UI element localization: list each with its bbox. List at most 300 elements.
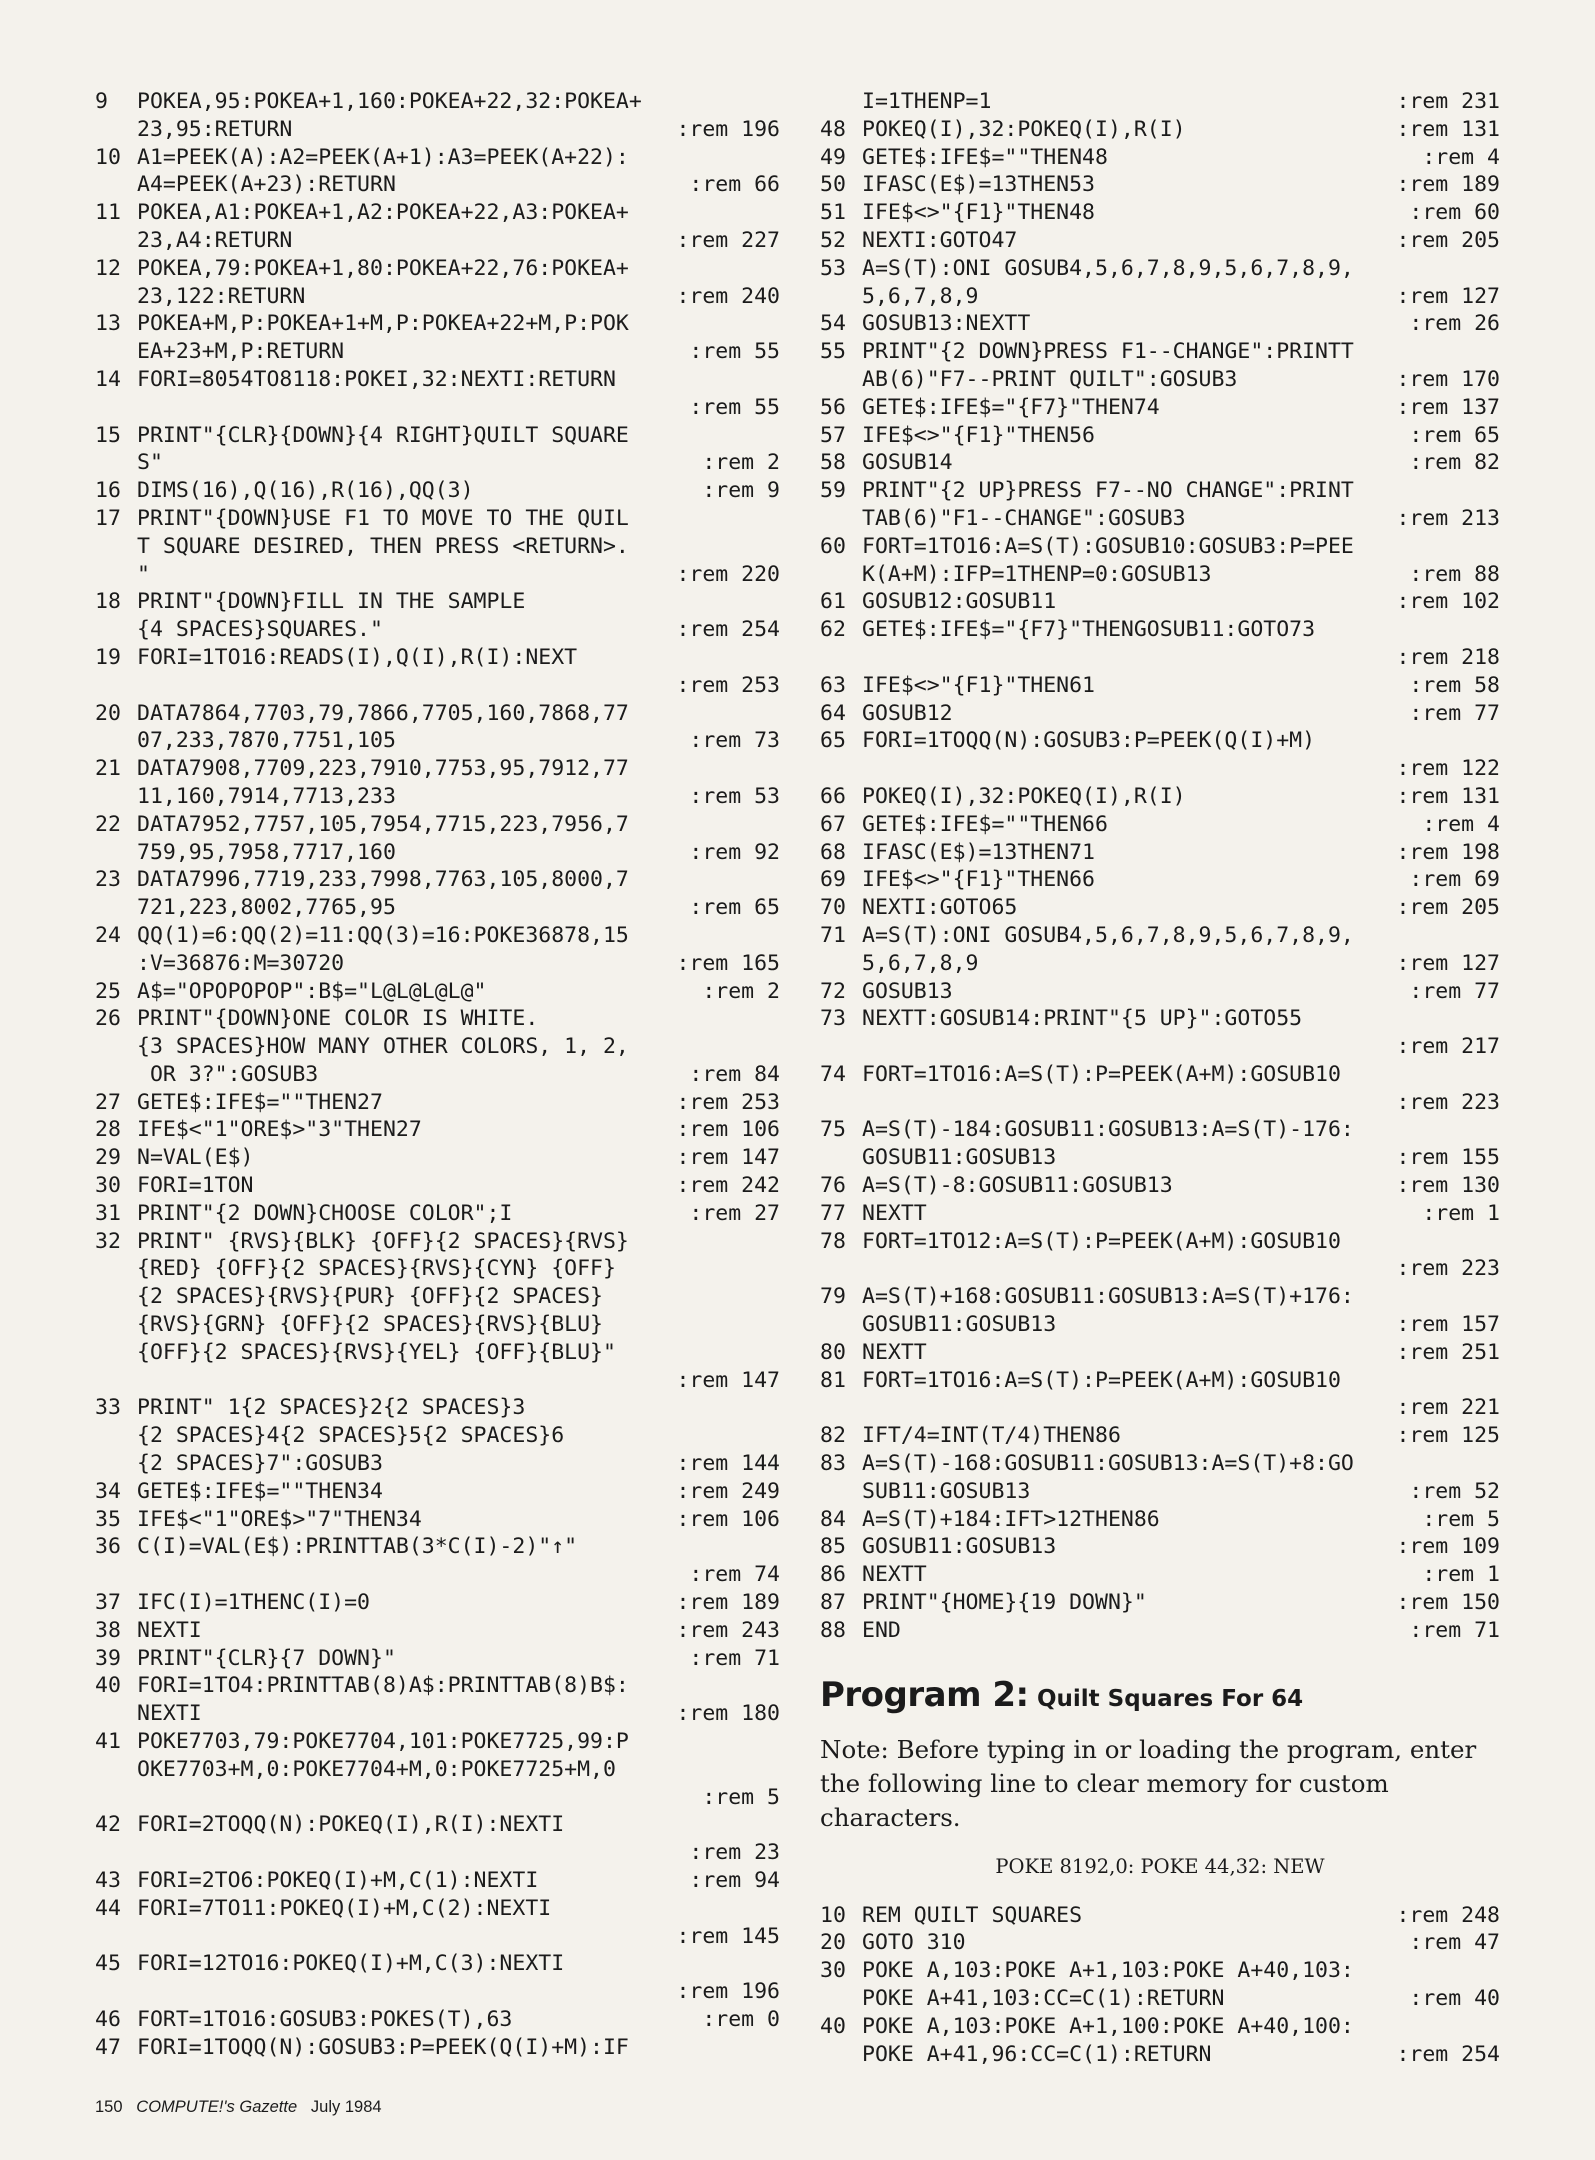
code-line [95,310,780,338]
rem-checksum: :rem 218 [1396,644,1500,670]
code-line [820,1957,1500,1985]
line-number [820,88,862,116]
program2-title: Program 2: [820,1674,1029,1715]
code-text: {RED} {OFF}{2 SPACES}{RVS}{CYN} {OFF} [137,1256,616,1282]
code-text: IFE$<"1"ORE$>"3"THEN27 [137,1117,422,1143]
line-number: 65 [820,728,846,754]
rem-checksum: :rem 144 [676,1451,780,1477]
code-line [820,1902,1500,1930]
code-text: GOSUB11:GOSUB13 [862,1145,1057,1171]
rem-checksum: :rem 253 [676,672,780,698]
code-line [95,1339,780,1367]
line-number: 88 [820,1617,846,1643]
rem-checksum: :rem 189 [1396,172,1500,198]
line-number [820,1144,862,1172]
code-text: NEXTI:GOTO65 [862,895,1018,921]
code-line [95,616,780,644]
rem-checksum: :rem 180 [676,1701,780,1727]
rem-checksum: :rem 223 [1396,1256,1500,1282]
code-line [95,1478,780,1506]
code-text: IFE$<>"{F1}"THEN66 [862,867,1095,893]
code-text: IFE$<"1"ORE$>"7"THEN34 [137,1506,422,1532]
code-line [820,1144,1500,1172]
code-text [862,1033,1396,1061]
code-line [95,1228,780,1256]
code-line [95,700,780,728]
code-text: NEXTT:GOSUB14:PRINT"{5 UP}":GOTO55 [862,1006,1303,1032]
line-number [95,1978,137,2006]
code-text: POKE A,103:POKE A+1,103:POKE A+40,103: [862,1958,1354,1984]
line-number: 86 [820,1562,846,1588]
line-number [820,1394,862,1422]
rem-checksum: :rem 165 [676,950,780,976]
line-number: 51 [820,200,846,226]
code-line [820,338,1500,366]
rem-checksum: :rem 73 [689,728,780,754]
code-text: NEXTI [137,1617,202,1643]
rem-checksum: :rem 157 [1396,1312,1500,1338]
code-line [95,1089,780,1117]
code-text: A=S(T)+184:IFT>12THEN86 [862,1506,1160,1532]
rem-checksum: :rem 53 [689,783,780,809]
issue-date: July 1984 [310,2098,382,2116]
rem-checksum: :rem 65 [1409,422,1500,448]
line-number: 29 [95,1145,121,1171]
code-line [95,1005,780,1033]
rem-checksum: :rem 55 [689,394,780,420]
line-number: 82 [820,1423,846,1449]
code-line [820,866,1500,894]
rem-checksum: :rem 227 [676,227,780,253]
rem-checksum: :rem 84 [689,1061,780,1087]
code-text: POKEA,79:POKEA+1,80:POKEA+22,76:POKEA+ [137,255,629,281]
line-number: 22 [95,811,121,837]
line-number [95,1700,137,1728]
code-line [95,1033,780,1061]
line-number: 49 [820,144,846,170]
rem-checksum: :rem 137 [1396,394,1500,420]
rem-checksum: :rem 2 [702,450,780,476]
code-text: QQ(1)=6:QQ(2)=11:QQ(3)=16:POKE36878,15 [137,922,629,948]
code-text [862,1255,1396,1283]
code-line [820,2013,1500,2041]
line-number [95,1311,137,1339]
code-line [95,449,780,477]
rem-checksum: :rem 242 [676,1173,780,1199]
code-line [95,950,780,978]
code-text: NEXTT [862,1200,927,1226]
code-text: OR 3?":GOSUB3 [137,1061,319,1087]
code-line [820,700,1500,728]
code-text: PRINT" {RVS}{BLK} {OFF}{2 SPACES}{RVS} [137,1228,629,1254]
code-line [95,1367,780,1395]
rem-checksum: :rem 205 [1396,227,1500,253]
rem-checksum: :rem 88 [1409,561,1500,587]
code-line [820,116,1500,144]
line-number: 10 [95,144,121,170]
code-text: S" [137,450,163,476]
line-number [95,1923,137,1951]
line-number [95,950,137,978]
code-text: PRINT"{2 DOWN}CHOOSE COLOR";I [137,1200,513,1226]
line-number: 64 [820,700,846,726]
line-number: 73 [820,1006,846,1032]
code-text: {2 SPACES}4{2 SPACES}5{2 SPACES}6 [137,1423,565,1449]
line-number [820,1033,862,1061]
code-text [137,1784,702,1812]
code-text: POKE A,103:POKE A+1,100:POKE A+40,100: [862,2013,1354,2039]
line-number [820,2041,862,2069]
code-line [95,1200,780,1228]
line-number: 58 [820,450,846,476]
code-line [95,1867,780,1895]
line-number [95,894,137,922]
line-number: 72 [820,978,846,1004]
code-text: FORT=1TO16:GOSUB3:POKES(T),63 [137,2006,513,2032]
line-number: 13 [95,311,121,337]
line-number: 16 [95,478,121,504]
code-line [95,2034,780,2062]
rem-checksum: :rem 106 [676,1117,780,1143]
line-number [95,1756,137,1784]
code-text: GETE$:IFE$=""THEN34 [137,1478,383,1504]
code-text: EA+23+M,P:RETURN [137,339,345,365]
line-number: 67 [820,811,846,837]
rem-checksum: :rem 1 [1422,1200,1500,1226]
code-text: I=1THENP=1 [862,89,992,114]
line-number: 61 [820,589,846,615]
code-text: NEXTI:GOTO47 [862,227,1018,253]
code-line [820,1533,1500,1561]
line-number: 69 [820,867,846,893]
code-line [820,950,1500,978]
line-number: 59 [820,478,846,504]
code-text: GETE$:IFE$="{F7}"THENGOSUB11:GOTO73 [862,617,1316,643]
code-line [820,1089,1500,1117]
code-text: DATA7996,7719,233,7998,7763,105,8000,7 [137,867,629,893]
rem-checksum: :rem 52 [1409,1478,1500,1504]
code-text: {2 SPACES}{RVS}{PUR} {OFF}{2 SPACES} [137,1284,603,1310]
code-line [95,394,780,422]
code-line [95,366,780,394]
code-text: OKE7703+M,0:POKE7704+M,0:POKE7725+M,0 [137,1756,616,1782]
rem-checksum: :rem 130 [1396,1173,1500,1199]
line-number: 11 [95,200,121,226]
code-line [95,1672,780,1700]
code-line [95,1950,780,1978]
rem-checksum: :rem 23 [689,1840,780,1866]
code-line [820,1367,1500,1395]
code-text: FORT=1TO16:A=S(T):P=PEEK(A+M):GOSUB10 [862,1367,1341,1393]
code-line [820,1985,1500,2013]
rem-checksum: :rem 0 [702,2006,780,2032]
line-number: 27 [95,1089,121,1115]
code-line [820,978,1500,1006]
line-number: 9 [95,89,108,114]
rem-checksum: :rem 94 [689,1868,780,1893]
code-text: 07,233,7870,7751,105 [137,728,396,754]
rem-checksum: :rem 4 [1422,811,1500,837]
code-text: A=S(T)+168:GOSUB11:GOSUB13:A=S(T)+176: [862,1284,1354,1310]
code-line [820,1929,1500,1957]
code-line [95,227,780,255]
code-text [862,644,1396,672]
code-text: TAB(6)"F1--CHANGE":GOSUB3 [862,505,1186,531]
code-line [820,1200,1500,1228]
code-line [820,1394,1500,1422]
code-text: PRINT"{CLR}{DOWN}{4 RIGHT}QUILT SQUARE [137,422,629,448]
line-number [95,839,137,867]
page-number: 150 [95,2098,123,2116]
code-line [820,366,1500,394]
code-line [95,839,780,867]
right-listing [820,88,1500,1645]
code-line [95,533,780,561]
line-number: 80 [820,1339,846,1365]
rem-checksum: :rem 55 [689,339,780,365]
code-text: POKEA+M,P:POKEA+1+M,P:POKEA+22+M,P:POK [137,311,629,337]
line-number [95,1561,137,1589]
code-text: IFASC(E$)=13THEN71 [862,839,1095,865]
rem-checksum: :rem 71 [689,1645,780,1671]
line-number: 20 [820,1930,846,1956]
code-line [95,2006,780,2034]
rem-checksum: :rem 9 [702,478,780,504]
rem-checksum: :rem 220 [676,561,780,587]
rem-checksum: :rem 196 [676,116,780,142]
code-text: POKEQ(I),32:POKEQ(I),R(I) [862,116,1186,142]
rem-checksum: :rem 27 [689,1200,780,1226]
code-line [820,1311,1500,1339]
line-number [95,227,137,255]
code-text: GETE$:IFE$="{F7}"THEN74 [862,394,1160,420]
line-number: 23 [95,867,121,893]
line-number: 83 [820,1451,846,1477]
code-line [95,1394,780,1422]
rem-checksum: :rem 1 [1422,1562,1500,1588]
line-number: 76 [820,1173,846,1199]
rem-checksum: :rem 170 [1396,366,1500,392]
code-text: C(I)=VAL(E$):PRINTTAB(3*C(I)-2)"↑" [137,1534,578,1560]
rem-checksum: :rem 5 [1422,1506,1500,1532]
code-line [820,839,1500,867]
code-line [820,755,1500,783]
code-line [95,144,780,172]
line-number [95,171,137,199]
program2-listing [820,1902,1500,2069]
code-text: DATA7908,7709,223,7910,7753,95,7912,77 [137,756,629,782]
code-text [137,672,676,700]
code-line [95,811,780,839]
code-line [820,783,1500,811]
rem-checksum: :rem 131 [1396,116,1500,142]
line-number: 30 [820,1958,846,1984]
code-text: 23,A4:RETURN [137,227,293,253]
line-number: 45 [95,1951,121,1977]
code-line [820,811,1500,839]
code-line [95,1311,780,1339]
rem-checksum: :rem 254 [676,617,780,643]
rem-checksum: :rem 249 [676,1478,780,1504]
rem-checksum: :rem 155 [1396,1145,1500,1171]
line-number [95,616,137,644]
line-number: 66 [820,783,846,809]
line-number: 10 [820,1902,846,1928]
code-text: POKEA,A1:POKEA+1,A2:POKEA+22,A3:POKEA+ [137,200,629,226]
code-line [820,533,1500,561]
code-line [820,505,1500,533]
code-line [95,894,780,922]
rem-checksum: :rem 196 [676,1979,780,2005]
line-number: 40 [820,2013,846,2039]
code-text: GOSUB13:NEXTT [862,311,1031,337]
line-number: 30 [95,1173,121,1199]
code-text: A$="OPOPOPOP":B$="L@L@L@L@" [137,978,487,1004]
code-text: PRINT"{DOWN}USE F1 TO MOVE TO THE QUIL [137,505,629,531]
code-line [95,1645,780,1673]
code-text: NEXTT [862,1339,927,1365]
rem-checksum: :rem 40 [1409,1986,1500,2012]
rem-checksum: :rem 127 [1396,950,1500,976]
line-number: 54 [820,311,846,337]
code-text: GETE$:IFE$=""THEN27 [137,1089,383,1115]
code-line [95,171,780,199]
code-text: PRINT"{DOWN}ONE COLOR IS WHITE. [137,1006,539,1032]
line-number: 37 [95,1590,121,1616]
rem-checksum: :rem 60 [1409,200,1500,226]
rem-checksum: :rem 125 [1396,1423,1500,1449]
code-text: DATA7952,7757,105,7954,7715,223,7956,7 [137,811,629,837]
rem-checksum: :rem 82 [1409,450,1500,476]
code-text: K(A+M):IFP=1THENP=0:GOSUB13 [862,561,1212,587]
code-line [95,505,780,533]
code-line [820,1450,1500,1478]
line-number [820,1311,862,1339]
code-line [95,338,780,366]
line-number [820,505,862,533]
line-number: 42 [95,1812,121,1838]
code-line [95,1756,780,1784]
code-line [95,1923,780,1951]
code-line [95,477,780,505]
line-number: 41 [95,1729,121,1755]
code-line [820,588,1500,616]
code-line [95,1255,780,1283]
code-text: FORT=1TO16:A=S(T):GOSUB10:GOSUB3:P=PEE [862,533,1354,559]
rem-checksum: :rem 240 [676,283,780,309]
magazine-name: COMPUTE!'s Gazette [136,2098,298,2116]
code-line [820,1617,1500,1645]
code-text: NEXTI [137,1701,202,1727]
code-line [820,310,1500,338]
line-number [95,561,137,589]
line-number: 74 [820,1061,846,1087]
line-number [95,727,137,755]
code-text [862,755,1396,783]
code-line [820,1061,1500,1089]
code-text: SUB11:GOSUB13 [862,1478,1031,1504]
code-text: FORI=1TOQQ(N):GOSUB3:P=PEEK(Q(I)+M):IF [137,2034,629,2060]
code-text: 5,6,7,8,9 [862,283,979,309]
code-line [820,477,1500,505]
line-number [95,1255,137,1283]
code-line [820,616,1500,644]
code-text: IFE$<>"{F1}"THEN61 [862,672,1095,698]
line-number: 78 [820,1228,846,1254]
code-line [820,1255,1500,1283]
line-number: 18 [95,589,121,615]
line-number: 33 [95,1395,121,1421]
rem-checksum: :rem 251 [1396,1339,1500,1365]
code-text: :V=36876:M=30720 [137,950,345,976]
rem-checksum: :rem 198 [1396,839,1500,865]
code-text: PRINT" 1{2 SPACES}2{2 SPACES}3 [137,1395,526,1421]
code-text: N=VAL(E$) [137,1145,254,1171]
code-line [820,894,1500,922]
rem-checksum: :rem 106 [676,1506,780,1532]
code-text: A4=PEEK(A+23):RETURN [137,172,396,198]
line-number: 28 [95,1117,121,1143]
line-number [820,561,862,589]
line-number: 62 [820,617,846,643]
line-number: 48 [820,116,846,142]
code-text: GETE$:IFE$=""THEN48 [862,144,1108,170]
line-number: 57 [820,422,846,448]
line-number: 70 [820,895,846,921]
line-number: 56 [820,394,846,420]
line-number: 36 [95,1534,121,1560]
line-number: 21 [95,756,121,782]
rem-checksum: :rem 4 [1422,144,1500,170]
code-line [820,1506,1500,1534]
code-text: PRINT"{2 UP}PRESS F7--NO CHANGE":PRINT [862,478,1354,504]
code-line [95,1700,780,1728]
code-text: GOSUB12 [862,700,953,726]
line-number: 52 [820,227,846,253]
code-text: POKE A+41,96:CC=C(1):RETURN [862,2041,1212,2067]
code-text: FORI=12TO16:POKEQ(I)+M,C(3):NEXTI [137,1951,565,1977]
code-text: GOSUB13 [862,978,953,1004]
code-text: {3 SPACES}HOW MANY OTHER COLORS, 1, 2, [137,1034,629,1060]
code-text: A=S(T)-8:GOSUB11:GOSUB13 [862,1173,1173,1199]
rem-checksum: :rem 77 [1409,978,1500,1004]
code-line [95,283,780,311]
code-line [820,449,1500,477]
code-text: REM QUILT SQUARES [862,1902,1083,1928]
code-text: 5,6,7,8,9 [862,950,979,976]
code-text: POKEQ(I),32:POKEQ(I),R(I) [862,783,1186,809]
code-text: A1=PEEK(A):A2=PEEK(A+1):A3=PEEK(A+22): [137,144,629,170]
code-text: IFC(I)=1THENC(I)=0 [137,1590,370,1616]
line-number [95,1033,137,1061]
code-line [820,1172,1500,1200]
line-number [820,755,862,783]
code-line [95,116,780,144]
code-text: FORI=1TO16:READS(I),Q(I),R(I):NEXT [137,644,578,670]
code-text [862,1089,1396,1117]
code-line [95,1450,780,1478]
rem-checksum: :rem 66 [689,172,780,198]
code-line [95,866,780,894]
rem-checksum: :rem 92 [689,839,780,865]
code-text: NEXTT [862,1562,927,1588]
code-text: 23,95:RETURN [137,116,293,142]
line-number: 77 [820,1200,846,1226]
code-text: 721,223,8002,7765,95 [137,895,396,921]
code-line [95,1839,780,1867]
code-text: GOSUB11:GOSUB13 [862,1534,1057,1560]
rem-checksum: :rem 127 [1396,283,1500,309]
